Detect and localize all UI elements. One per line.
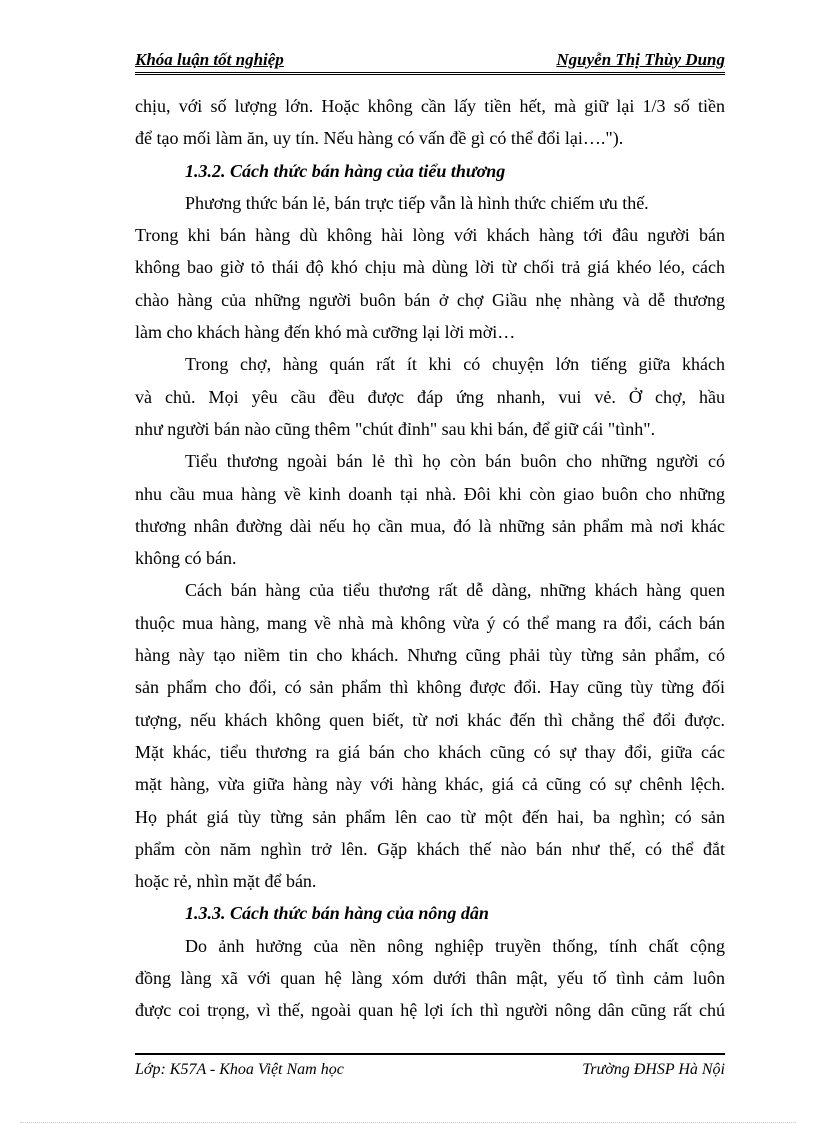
page-header xyxy=(135,48,725,75)
page-footer xyxy=(135,1053,725,1083)
paragraph-first-line: Cách bán hàng của tiểu thương rất dễ dàng, những khách hàng quen xyxy=(185,580,725,601)
header-author-name: Nguyễn Thị Thùy Dung xyxy=(556,50,725,69)
paragraph-line: thuộc mua hàng, mang về nhà mà không vừa ý có thể mang ra đổi, cách bán xyxy=(135,612,725,633)
paragraph-first-line: Tiểu thương ngoài bán lẻ thì họ còn bán buôn cho những người có xyxy=(185,451,725,472)
paragraph-last-line: như người bán nào cũng thêm "chút đỉnh" sau khi bán, để giữ cái "tình". xyxy=(135,418,656,439)
paragraph-line: chịu, với số lượng lớn. Hoặc không cần lấy tiền hết, mà giữ lại 1/3 số tiền xyxy=(135,96,725,116)
paragraph-last-line: làm cho khách hàng đến khó mà cưỡng lại lời mời… xyxy=(135,322,516,343)
paragraph-last-line: hoặc rẻ, nhìn mặt để bán. xyxy=(135,871,317,892)
paragraph-line: không bao giờ tỏ thái độ khó chịu mà dùng lời từ chối trả giá khéo léo, cách xyxy=(135,257,725,278)
footer-class-label: Lớp: K57A - Khoa Việt Nam học xyxy=(135,1061,344,1078)
paragraph-line: thương nhân đường dài nếu họ cần mua, đó là những sản phẩm mà nơi khác xyxy=(135,515,725,536)
paragraph-line: hàng này tạo niềm tin cho khách. Nhưng cũng phải tùy từng sản phẩm, có xyxy=(135,645,725,666)
header-thesis-label: Khóa luận tốt nghiệp xyxy=(135,50,284,69)
paragraph-line: được coi trọng, vì thế, ngoài quan hệ lợi ích thì người nông dân cũng rất chú xyxy=(135,1000,725,1021)
paragraph-line: đồng làng xã với quan hệ làng xóm dưới thân mật, yếu tố tình cảm luôn xyxy=(135,968,725,989)
paragraph-last-line: để tạo mối làm ăn, uy tín. Nếu hàng có vấn đề gì có thể đổi lại…."). xyxy=(135,128,624,149)
paragraph-line: phẩm còn năm nghìn trở lên. Gặp khách thế nào bán như thế, có thể đắt xyxy=(135,838,725,859)
paragraph-line: Trong khi bán hàng dù không hài lòng với khách hàng tới đâu người bán xyxy=(135,225,725,246)
paragraph-line: tượng, nếu khách không quen biết, từ nơi khác đến thì chẳng thể đổi được. xyxy=(135,709,725,730)
section-heading: 1.3.3. Cách thức bán hàng của nông dân xyxy=(185,903,489,924)
paragraph-line: sản phẩm cho đổi, có sản phẩm thì không được đổi. Hay cũng tùy từng đối xyxy=(135,677,725,698)
section-heading: 1.3.2. Cách thức bán hàng của tiểu thương xyxy=(185,160,506,181)
footer-university-name: Trường ĐHSP Hà Nội xyxy=(582,1061,725,1078)
paragraph-line: và chủ. Mọi yêu cầu đều được đáp ứng nhanh, vui vẻ. Ở chợ, hầu xyxy=(135,386,725,407)
body-text xyxy=(135,90,725,1027)
paragraph-first-line: Do ảnh hưởng của nền nông nghiệp truyền thống, tính chất cộng xyxy=(185,935,725,956)
paragraph-first-line: Trong chợ, hàng quán rất ít khi có chuyện lớn tiếng giữa khách xyxy=(185,354,725,375)
paragraph-line: chào hàng của những người buôn bán ở chợ Giầu nhẹ nhàng và dễ thương xyxy=(135,289,725,310)
paragraph-line: Mặt khác, tiểu thương ra giá bán cho khách cũng có sự thay đổi, giữa các xyxy=(135,741,725,762)
paragraph-first-line: Phương thức bán lẻ, bán trực tiếp vẫn là hình thức chiếm ưu thế. xyxy=(185,192,649,213)
paragraph-line: mặt hàng, vừa giữa hàng này với hàng khác, giá cả cũng có sự chênh lệch. xyxy=(135,774,725,795)
paragraph-last-line: không có bán. xyxy=(135,548,237,569)
paragraph-line: Họ phát giá tùy từng sản phẩm lên cao từ một đến hai, ba nghìn; có sản xyxy=(135,806,725,827)
paragraph-line: nhu cầu mua hàng về kinh doanh tại nhà. Đôi khi còn giao buôn cho những xyxy=(135,483,725,504)
